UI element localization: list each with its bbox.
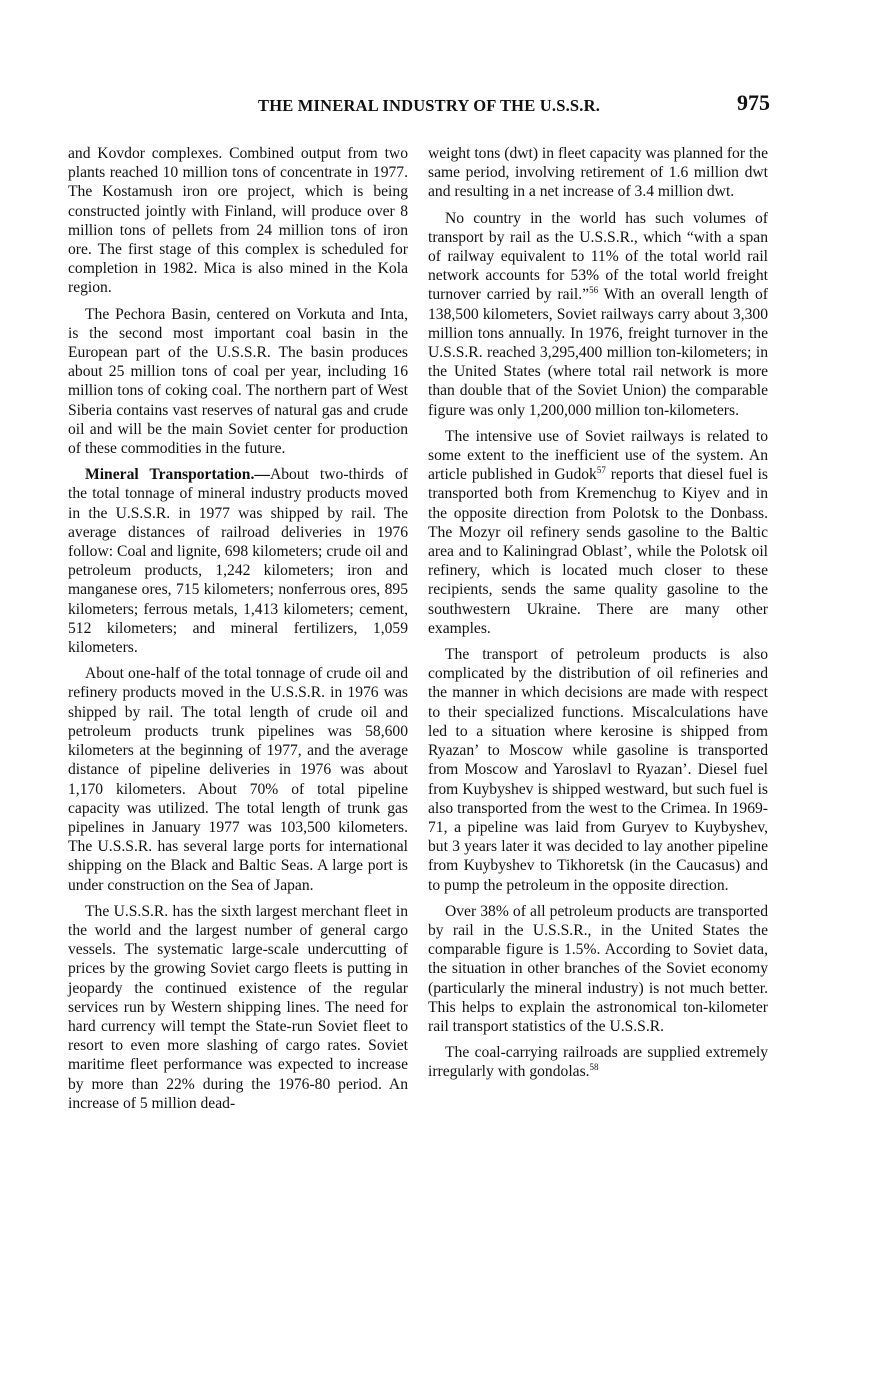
paragraph-gondolas [428, 1043, 768, 1081]
paragraph-text: The coal-carrying railroads are supplied extremely irregularly with gondolas. [428, 1044, 768, 1081]
page-header [68, 92, 770, 120]
left-column [68, 144, 408, 1120]
paragraph-deadweight: weight tons (dwt) in fleet capacity was planned for the same period, involving retirement of 1.6 million dwt and resulting in a net increase of 3.4 million dwt. [428, 145, 768, 201]
paragraph-text: reports that diesel fuel is transported both from Kremenchug to Kiyev and in the opposite direction from Polotsk to the Donbass. The Mozyr oil refinery sends gasoline to the Baltic area and to Kaliningrad Oblast’, while the Polotsk oil refinery, which is located much closer to these recipients, sends the same quality gasoline to the southwestern Ukraine. There are many other examples. [428, 466, 768, 637]
paragraph-text: About two-thirds of the total tonnage of mineral industry products moved in the U.S.S.R. in 1977 was shipped by rail. The average distances of railroad deliveries in 1976 follow: Coal and lignite, 698 kilometers; crude oil and petroleum products, 1,242 kilometers; iron and manganese ores, 715 kilometers; nonferrous ores, 895 kilometers; ferrous metals, 1,413 kilometers; cement, 512 kilometers; and mineral fertilizers, 1,059 kilometers. [68, 466, 408, 657]
paragraph-pipelines: About one-half of the total tonnage of crude oil and refinery products moved in the U.S.S.R. in 1976 was shipped by rail. The total length of crude oil and petroleum products trunk pipelines was 58,600 kilometers at the beginning of 1977, and the average distance of pipeline deliveries in 1976 was about 1,170 kilometers. About 70% of total pipeline capacity was utilized. The total length of trunk gas pipelines in January 1977 was 103,500 kilometers. The U.S.S.R. has several large ports for international shipping on the Black and Baltic Seas. A large port is under construction on the Sea of Japan. [68, 665, 408, 894]
page-number: 975 [737, 90, 770, 115]
paragraph-intensive-use [428, 427, 768, 638]
footnote-ref-58: 58 [589, 1062, 599, 1073]
paragraph-mineral-transportation [68, 465, 408, 657]
section-heading-mineral-transportation: Mineral Transportation.— [85, 466, 270, 484]
footnote-ref-56: 56 [589, 285, 599, 296]
paragraph-kovdor: and Kovdor complexes. Combined output from two plants reached 10 million tons of concentrate in 1977. The Kostamush iron ore project, which is being constructed jointly with Finland, will produce over 8 million tons of pellets from 24 million tons of iron ore. The first stage of this complex is scheduled for completion in 1982. Mica is also mined in the Kola region. [68, 145, 408, 297]
running-title: THE MINERAL INDUSTRY OF THE U.S.S.R. [258, 96, 601, 115]
paragraph-text: With an overall length of 138,500 kilometers, Soviet railways carry about 3,300 million tons annually. In 1976, freight turnover in the U.S.S.R. reached 3,295,400 million ton-kilometers; in the United States (where total rail network is more than double that of the Soviet Union) the comparable figure was only 1,200,000 million ton-kilometers. [428, 286, 768, 419]
paragraph-text: No country in the world has such volumes of transport by rail as the U.S.S.R., which “with a span of railway equivalent to 11% of the total world rail network accounts for 53% of the total world freight turnover carried by rail.” [428, 209, 768, 304]
paragraph-petroleum-transport: The transport of petroleum products is also complicated by the distribution of oil refineries and the manner in which decisions are made with respect to their specialized functions. Miscalculations have led to a situation where kerosine is shipped from Ryazan’ to Moscow while gasoline is transported from Moscow and Yaroslavl to Ryazan’. Diesel fuel from Kuybyshev is shipped westward, but such fuel is also transported from the west to the Crimea. In 1969-71, a pipeline was laid from Guryev to Kuybyshev, but 3 years later it was decided to lay another pipeline from Kuybyshev to Tikhoretsk (in the Caucasus) and to pump the petroleum in the opposite direction. [428, 646, 768, 894]
paragraph-merchant-fleet: The U.S.S.R. has the sixth largest merchant fleet in the world and the largest number of general cargo vessels. The systematic large-scale undercutting of prices by the growing Soviet cargo fleets is putting in jeopardy the continued existence of the regular services run by Western shipping lines. The need for hard currency will tempt the State-run Soviet fleet to resort to even more slashing of cargo rates. Soviet maritime fleet performance was expected to increase by more than 22% during the 1976-80 period. An increase of 5 million dead- [68, 902, 408, 1112]
paragraph-rail-volumes [428, 209, 768, 420]
paragraph-text: The intensive use of Soviet railways is related to some extent to the inefficient use of the system. An article published in Gudok [428, 427, 768, 484]
footnote-ref-57: 57 [596, 465, 606, 476]
right-column [428, 144, 768, 1089]
paragraph-rail-share: Over 38% of all petroleum products are transported by rail in the U.S.S.R., in the United States the comparable figure is 1.5%. According to Soviet data, the situation in other branches of the Soviet economy (particularly the mineral industry) is not much better. This helps to explain the astronomical ton-kilometer rail transport statistics of the U.S.S.R. [428, 902, 768, 1035]
paragraph-pechora-basin: The Pechora Basin, centered on Vorkuta and Inta, is the second most important coal basin in the European part of the U.S.S.R. The basin produces about 25 million tons of coal per year, including 16 million tons of coking coal. The northern part of West Siberia contains vast reserves of natural gas and crude oil and will be the main Soviet center for production of these commodities in the future. [68, 305, 408, 458]
